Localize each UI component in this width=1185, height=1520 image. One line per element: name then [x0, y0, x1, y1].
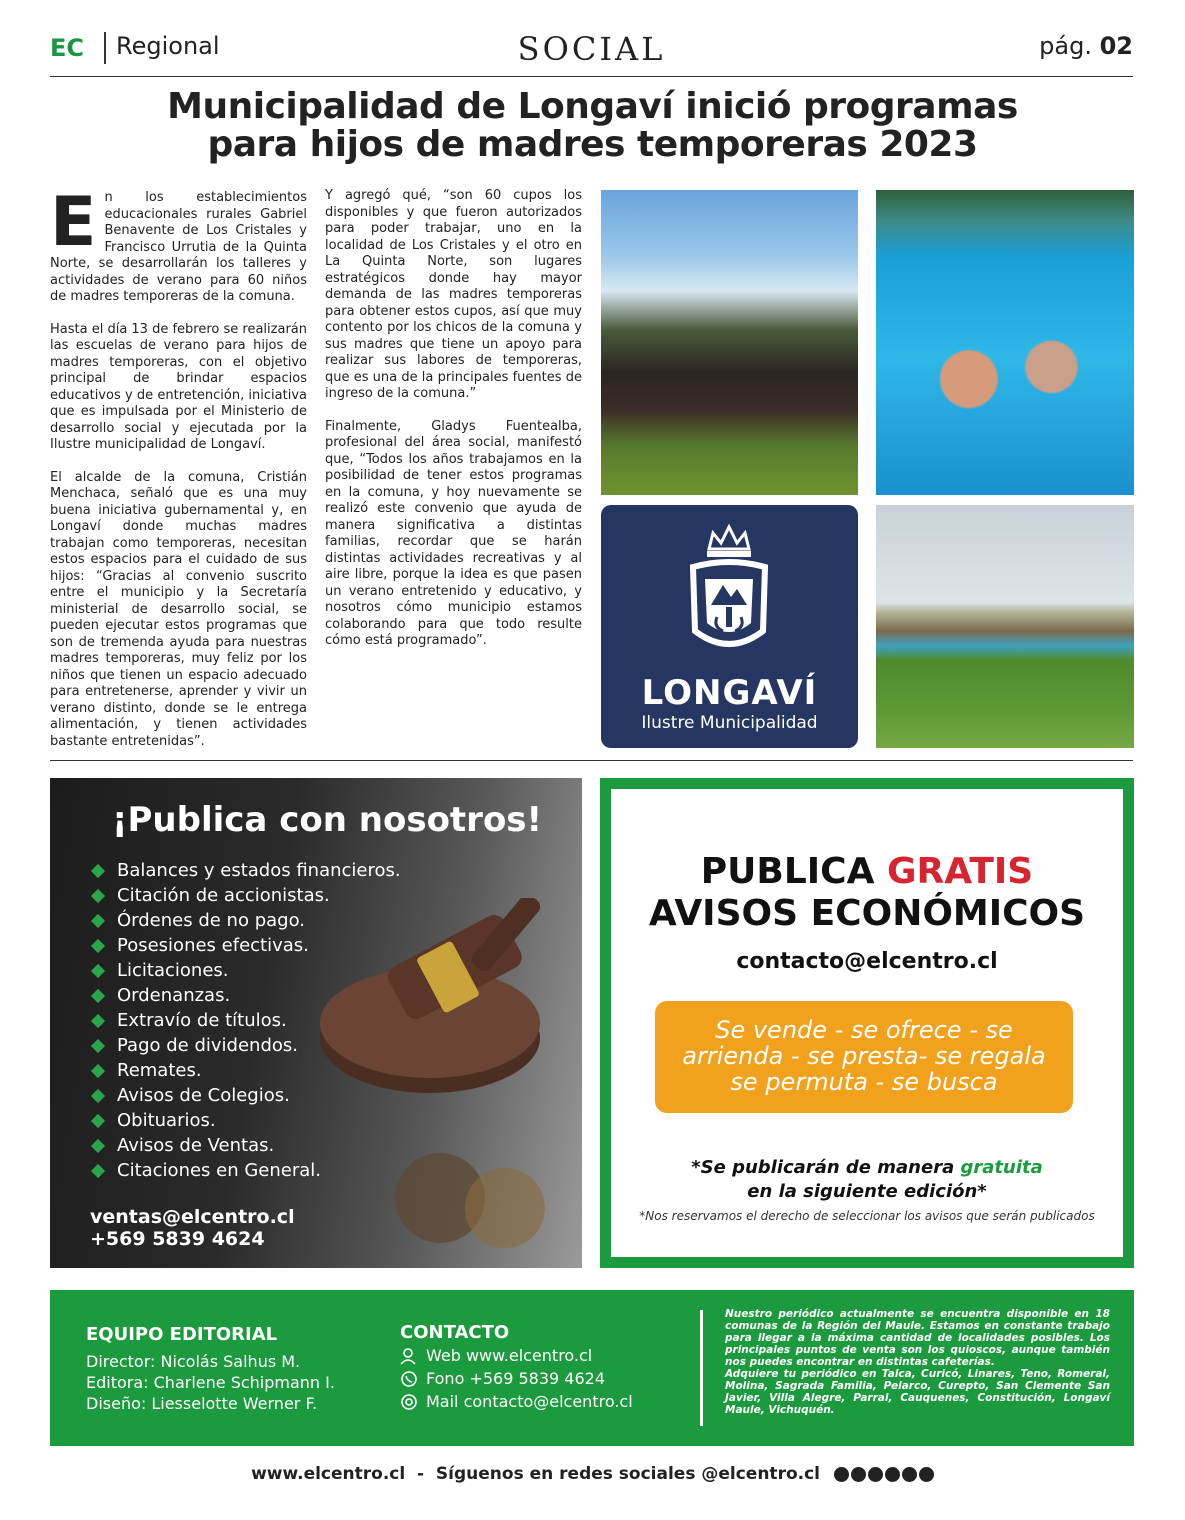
list-item: Avisos de Colegios.	[90, 1083, 401, 1108]
whatsapp-icon	[400, 1370, 418, 1388]
longavi-municipal-logo	[601, 505, 858, 748]
classified-categories-badge: Se vende - se ofrece - se arrienda - se presta- se regala se permuta - se busca	[655, 1001, 1073, 1113]
header-rule	[50, 76, 1133, 77]
list-item: Remates.	[90, 1058, 401, 1083]
section-title: SOCIAL	[517, 30, 666, 68]
disclaimer: *Nos reservamos el derecho de seleccionar los avisos que serán publicados	[639, 1209, 1095, 1223]
list-item: Citaciones en General.	[90, 1158, 401, 1183]
logo-subtitle: Ilustre Municipalidad	[641, 713, 818, 733]
ad-panel	[611, 789, 1123, 1257]
pool-photo-children	[876, 190, 1134, 495]
youtube-icon[interactable]	[868, 1467, 883, 1482]
sales-email[interactable]: ventas@elcentro.cl	[90, 1206, 295, 1228]
bullet-icon	[91, 863, 105, 877]
bullet-icon	[91, 988, 105, 1002]
list-item: Obituarios.	[90, 1108, 401, 1133]
bullet-icon	[91, 913, 105, 927]
publication-note-2: en la siguiente edición*	[747, 1181, 987, 1202]
article-paragraph: Hasta el día 13 de febrero se realizarán las escuelas de verano para hijos de madres temporeras, con el objetivo principal de brindar espacios educativos y de entretención, iniciativa que es impulsada por el Ministerio de desarrollo social y ejecutada por la Ilustre municipalidad de Longaví.	[50, 321, 307, 452]
coat-of-arms-icon	[679, 519, 779, 669]
page-header	[50, 28, 1133, 68]
bullet-icon	[91, 1038, 105, 1052]
page-number: pág. 02	[1039, 32, 1133, 60]
facebook-icon[interactable]	[834, 1467, 849, 1482]
services-list	[90, 858, 401, 1183]
advertising-services-ad[interactable]	[50, 778, 582, 1268]
bullet-icon	[91, 963, 105, 977]
staff-director: Director: Nicolás Salhus M.	[86, 1352, 301, 1371]
editorial-footer	[50, 1290, 1134, 1446]
bullet-icon	[91, 938, 105, 952]
contact-web[interactable]: Web www.elcentro.cl	[400, 1345, 592, 1366]
free-classifieds-ad[interactable]	[600, 778, 1134, 1268]
contact-title: CONTACTO	[400, 1322, 510, 1343]
bullet-icon	[91, 1113, 105, 1127]
article-column-2	[325, 188, 582, 666]
pool-photo-outdoor	[876, 505, 1134, 748]
list-item: Licitaciones.	[90, 958, 401, 983]
user-icon	[400, 1347, 418, 1365]
ad-title: ¡Publica con nosotros!	[112, 800, 543, 840]
drop-cap: E	[50, 183, 97, 262]
tiktok-icon[interactable]	[919, 1467, 934, 1482]
social-icons	[834, 1467, 934, 1482]
bullet-icon	[91, 888, 105, 902]
staff-editor: Editora: Charlene Schipmann I.	[86, 1373, 335, 1392]
list-item: Citación de accionistas.	[90, 883, 401, 908]
footer-divider	[700, 1310, 703, 1426]
editorial-title: EQUIPO EDITORIAL	[86, 1324, 278, 1345]
list-item: Posesiones efectivas.	[90, 933, 401, 958]
article-paragraph: Finalmente, Gladys Fuentealba, profesional del área social, manifestó que, “Todos los años trabajamos en la posibilidad de tener estos programas en la comuna, y hoy nuevamente se realizó este convenio que ayuda de manera significativa a distintas familias, recordar que se harán distintas actividades recreativas y al aire libre, porque la idea es que pasen un verano entretenido y educativo, y nosotros cómo municipio estamos colaborando para que todo resulte cómo está programado”.	[325, 418, 582, 648]
distribution-note: Nuestro periódico actualmente se encuentra disponible en 18 comunas de la Región del Maule. Estamos en constante trabajo para llegar a la máxima cantidad de localidades posibles. Los principales puntos de venta son los quioscos, aunque también nos puedes encontrar en distintas cafeterías. Adquiere tu periódico en Talca, Curicó, Linares, Teno, Romeral, Molina, Sagrada Familia, Pelarco, Curepto, San Clemente San Javier, Villa Alegre, Parral, Cauquenes, Constitución, Longaví Maule, Vichuquén.	[725, 1308, 1110, 1416]
bullet-icon	[91, 1013, 105, 1027]
list-item: Ordenanzas.	[90, 983, 401, 1008]
contact-email[interactable]: contacto@elcentro.cl	[736, 949, 998, 974]
sales-phone[interactable]: +569 5839 4624	[90, 1228, 265, 1250]
header-edition: Regional	[116, 32, 220, 60]
ad-subheadline: AVISOS ECONÓMICOS	[648, 893, 1086, 934]
website-social-text[interactable]: www.elcentro.cl - Síguenos en redes sociales @elcentro.cl	[251, 1464, 820, 1484]
instagram-icon[interactable]	[851, 1467, 866, 1482]
twitter-icon[interactable]	[885, 1467, 900, 1482]
contact-phone[interactable]: Fono +569 5839 4624	[400, 1368, 605, 1389]
bullet-icon	[91, 1163, 105, 1177]
logo-name: LONGAVÍ	[641, 673, 818, 713]
bullet-icon	[91, 1063, 105, 1077]
section-rule	[50, 760, 1133, 761]
list-item: Pago de dividendos.	[90, 1033, 401, 1058]
list-item: Balances y estados financieros.	[90, 858, 401, 883]
ad-headline: PUBLICA GRATIS	[700, 851, 1034, 892]
list-item: Órdenes de no pago.	[90, 908, 401, 933]
group-photo	[601, 190, 858, 495]
spotify-icon[interactable]	[902, 1467, 917, 1482]
article-column-1	[50, 183, 307, 766]
at-icon	[400, 1393, 418, 1411]
brand-logo[interactable]: EC	[50, 34, 85, 62]
bottom-strip	[0, 1464, 1185, 1484]
bullet-icon	[91, 1138, 105, 1152]
article-paragraph: En los establecimientos educacionales rurales Gabriel Benavente de Los Cristales y Francisco Urrutia de la Quinta Norte, se desarrollarán los talleres y actividades de verano para 60 niños de madres temporeras de la comuna.	[50, 183, 307, 304]
contact-mail[interactable]: Mail contacto@elcentro.cl	[400, 1391, 633, 1412]
publication-note: *Se publicarán de manera gratuita	[691, 1157, 1043, 1178]
article-paragraph: Y agregó qué, “son 60 cupos los disponibles y que fueron autorizados para poder trabajar, uno en la localidad de Los Cristales y el otro en La Quinta Norte, son lugares estratégicos donde hay mayor demanda de las madres temporeras para obtener estos cupos, así que muy contento por los chicos de la comuna y sus madres que tiene un apoyo para realizar sus labores de temporeras, que es una de la principales fuentes de ingreso de la comuna.”	[325, 188, 582, 401]
article-headline: Municipalidad de Longaví inició programas para hijos de madres temporeras 2023	[167, 86, 1018, 165]
staff-designer: Diseño: Liesselotte Werner F.	[86, 1394, 318, 1413]
article-paragraph: El alcalde de la comuna, Cristián Menchaca, señaló que es una muy buena iniciativa gubernamental y, en Longaví donde muchas madres trabajan como temporeras, necesitan estos espacios para el cuidado de sus hijos: “Gracias al convenio suscrito entre el municipio y la Secretaría ministerial de desarrollo social, se pueden ejecutar estos programas que son de tremenda ayuda para nuestras madres temporeras, muy feliz por los niños que tienen un espacio adecuado para entretenerse, aprender y vivir un verano distinto, donde se le entrega alimentación, y tienen actividades bastante entretenidas”.	[50, 469, 307, 749]
list-item: Extravío de títulos.	[90, 1008, 401, 1033]
list-item: Avisos de Ventas.	[90, 1133, 401, 1158]
bullet-icon	[91, 1088, 105, 1102]
